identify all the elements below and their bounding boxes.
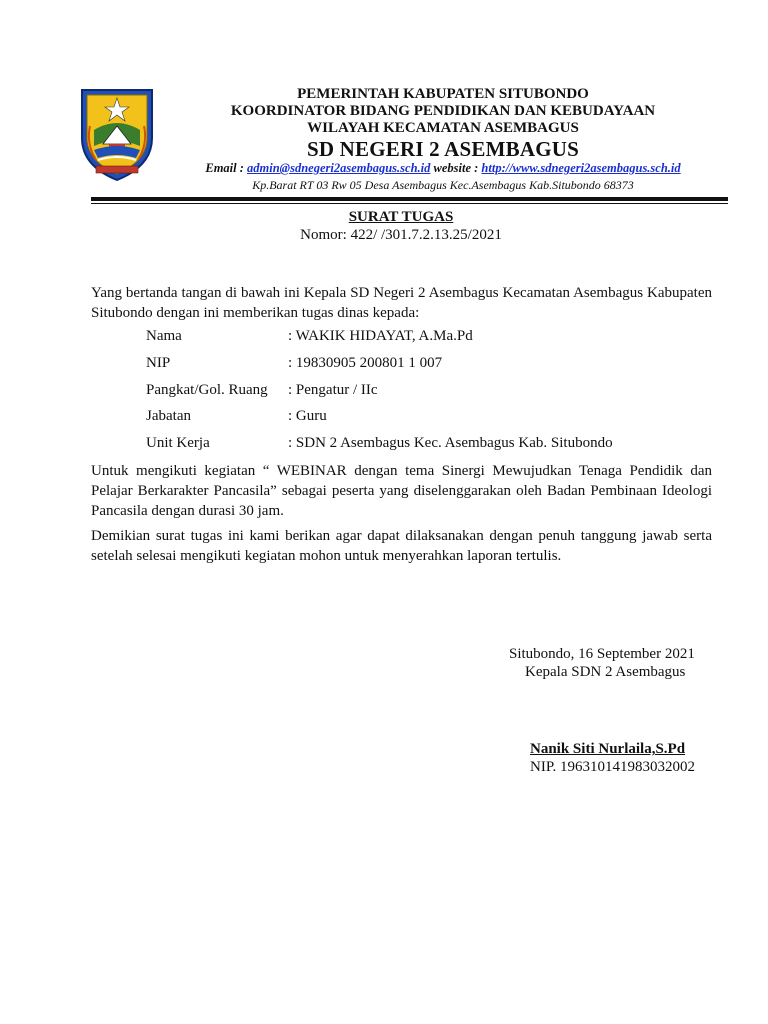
field-value: : SDN 2 Asembagus Kec. Asembagus Kab. Situbondo [288,435,613,451]
regency-coat-of-arms-icon [76,86,158,182]
closing-paragraph: Demikian surat tugas ini kami berikan agar dapat dilaksanakan dengan penuh tanggung jawab serta setelah selesai mengikuti kegiatan mohon untuk menyerahkan laporan tertulis. [91,528,712,564]
field-label: Jabatan [146,408,191,424]
signature-place-date: Situbondo, 16 September 2021 [509,646,695,662]
website-link[interactable]: http://www.sdnegeri2asembagus.sch.id [481,161,681,175]
header-divider-thick [91,197,728,201]
field-value: : 19830905 200801 1 007 [288,355,443,371]
header-divider-thin [91,203,728,204]
field-value: : Pengatur / IIc [288,382,378,398]
signatory-nip: NIP. 196310141983032002 [530,759,696,775]
header-region: WILAYAH KECAMATAN ASEMBAGUS [307,120,579,136]
school-address: Kp.Barat RT 03 Rw 05 Desa Asembagus Kec.Asembagus Kab.Situbondo 68373 [252,178,634,192]
header-government: PEMERINTAH KABUPATEN SITUBONDO [297,86,589,102]
signatory-name: Nanik Siti Nurlaila,S.Pd [530,741,686,757]
purpose-paragraph: Untuk mengikuti kegiatan “ WEBINAR dengan tema Sinergi Mewujudkan Tenaga Pendidik dan Pelajar Berkarakter Pancasila” sebagai peserta yang diselenggarakan oleh Badan Pembinaan Ideologi Pancasila dengan durasi 30 jam. [91,463,712,519]
signature-role: Kepala SDN 2 Asembagus [525,664,686,680]
letter-title: SURAT TUGAS [348,209,454,225]
field-rank [146,382,716,402]
field-label: Nama [146,328,182,344]
field-label: NIP [146,355,171,371]
header-coordinator: KOORDINATOR BIDANG PENDIDIKAN DAN KEBUDAYAAN [230,103,656,119]
field-label: Pangkat/Gol. Ruang [146,382,268,398]
field-nip [146,355,716,375]
field-value: : Guru [288,408,327,424]
email-label: Email : [205,161,248,175]
school-name: SD NEGERI 2 ASEMBAGUS [306,137,579,161]
email-link[interactable]: admin@sdnegeri2asembagus.sch.id [247,161,431,175]
header-contact [160,161,726,176]
field-position [146,408,716,428]
field-value: : WAKIK HIDAYAT, A.Ma.Pd [288,328,473,344]
field-label: Unit Kerja [146,435,210,451]
letter-number: Nomor: 422/ /301.7.2.13.25/2021 [300,227,502,243]
intro-paragraph: Yang bertanda tangan di bawah ini Kepala SD Negeri 2 Asembagus Kecamatan Asembagus Kabupaten Situbondo dengan ini memberikan tugas dinas kepada: [91,285,712,321]
website-label: website : [430,161,482,175]
field-work-unit [146,435,716,455]
field-name [146,328,716,348]
